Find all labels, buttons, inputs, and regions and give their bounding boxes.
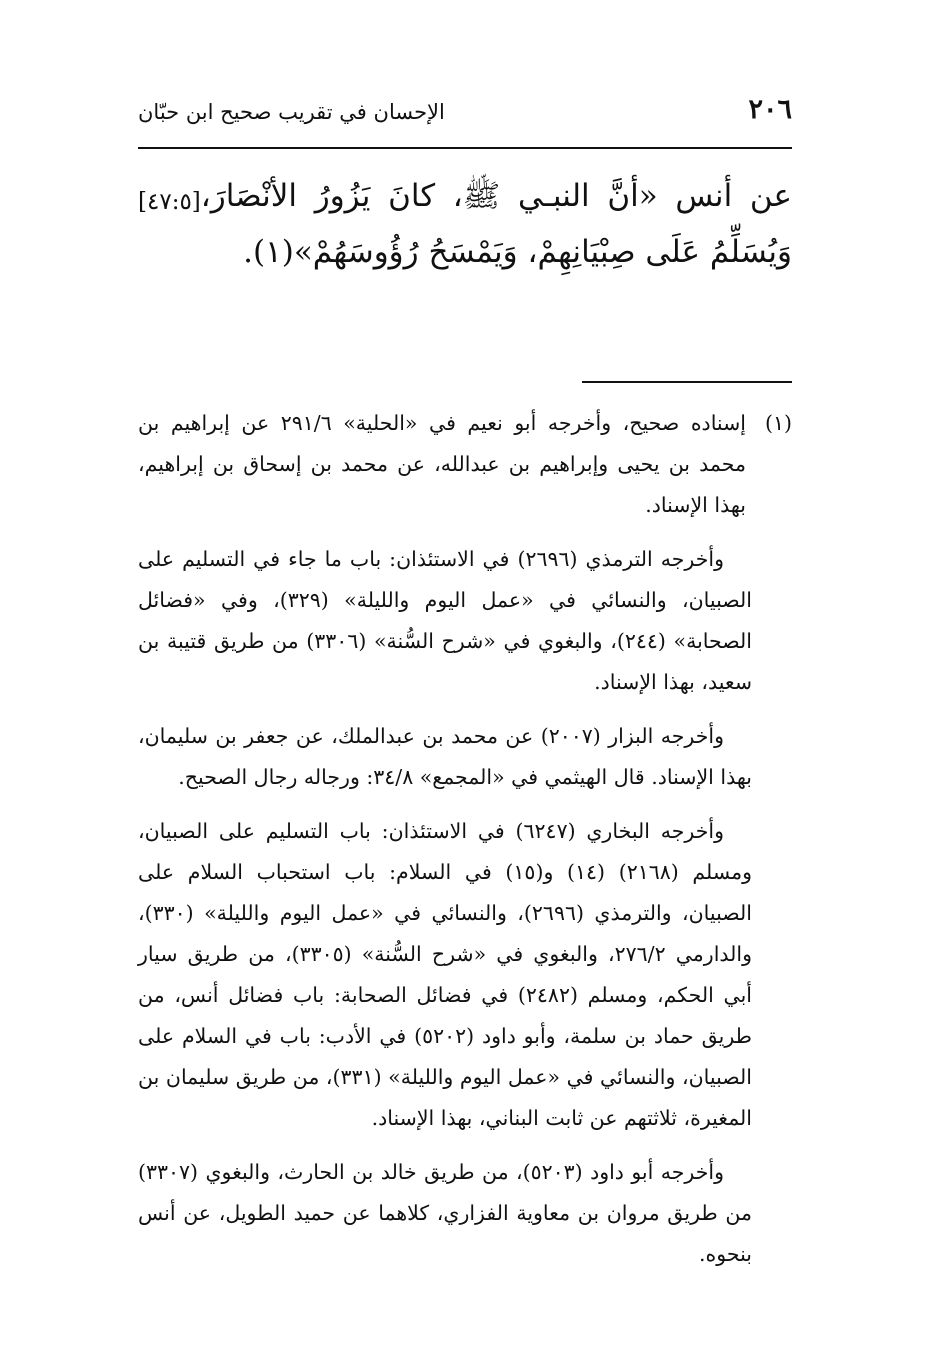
footnote-text: وأخرجه الترمذي (٢٦٩٦) في الاستئذان: باب ما جاء في التسليم على الصبيان، والنسائي في «عمل اليوم والليلة» (٣٢٩)، وفي «فضائل الصحابة» (٢٤٤)، والبغوي في «شرح السُّنة» (٣٣٠٦) من طريق قتيبة بن سعيد، بهذا الإسناد. [138, 547, 752, 694]
header-rule [138, 147, 792, 149]
footnote-text: وأخرجه البزار (٢٠٠٧) عن محمد بن عبدالملك، عن جعفر بن سليمان، بهذا الإسناد. قال الهيثمي في «المجمع» ٣٤/٨: ورجاله رجال الصحيح. [138, 724, 752, 789]
footnote-separator [582, 381, 792, 383]
footnote-paragraph [138, 811, 792, 1139]
running-title: الإحسان في تقريب صحيح ابن حبّان [138, 100, 445, 124]
footnote-marker: (١) [764, 411, 792, 435]
hadith-body: عن أنس «أنَّ النبـي ﷺ، كانَ يَزُورُ الأنْصَارَ، وَيُسَلِّمُ عَلَى صِبْيَانِهِمْ، وَيَمْسَحُ رُؤُوسَهُمْ»(١). [200, 178, 792, 270]
footnote-text: إسناده صحيح، وأخرجه أبو نعيم في «الحلية» ٢٩١/٦ عن إبراهيم بن محمد بن يحيى وإبراهيم بن عبدالله، عن محمد بن إسحاق بن إبراهيم، بهذا الإسناد. [138, 411, 746, 517]
footnote-text: وأخرجه أبو داود (٥٢٠٣)، من طريق خالد بن الحارث، والبغوي (٣٣٠٧) من طريق مروان بن معاوية الفزاري، كلاهما عن حميد الطويل، عن أنس بنحوه. [138, 1160, 752, 1266]
footnote-text: وأخرجه البخاري (٦٢٤٧) في الاستئذان: باب التسليم على الصبيان، ومسلم (٢١٦٨) (١٤) و(١٥) في السلام: باب استحباب السلام على الصبيان، والترمذي (٢٦٩٦)، والنسائي في «عمل اليوم والليلة» (٣٣٠)، والدارمي ٢٧٦/٢، والبغوي في «شرح السُّنة» (٣٣٠٥)، من طريق سيار أبي الحكم، ومسلم (٢٤٨٢) في فضائل الصحابة: باب فضائل أنس، من طريق حماد بن سلمة، وأبو داود (٥٢٠٢) في الأدب: باب في السلام على الصبيان، والنسائي في «عمل اليوم والليلة» (٣٣١)، من طريق سليمان بن المغيرة، ثلاثتهم عن ثابت البناني، بهذا الإسناد. [138, 819, 753, 1130]
page-number: ٢٠٦ [748, 94, 792, 125]
footnote-paragraph [138, 539, 792, 703]
page-header [138, 92, 792, 136]
footnote-1-paragraph [138, 403, 792, 526]
footnote-paragraph [138, 716, 792, 798]
hadith-reference: [٤٧:٥] [138, 189, 201, 215]
footnote-paragraph [138, 1152, 792, 1275]
footnotes [138, 403, 792, 1288]
hadith-text [138, 168, 792, 280]
